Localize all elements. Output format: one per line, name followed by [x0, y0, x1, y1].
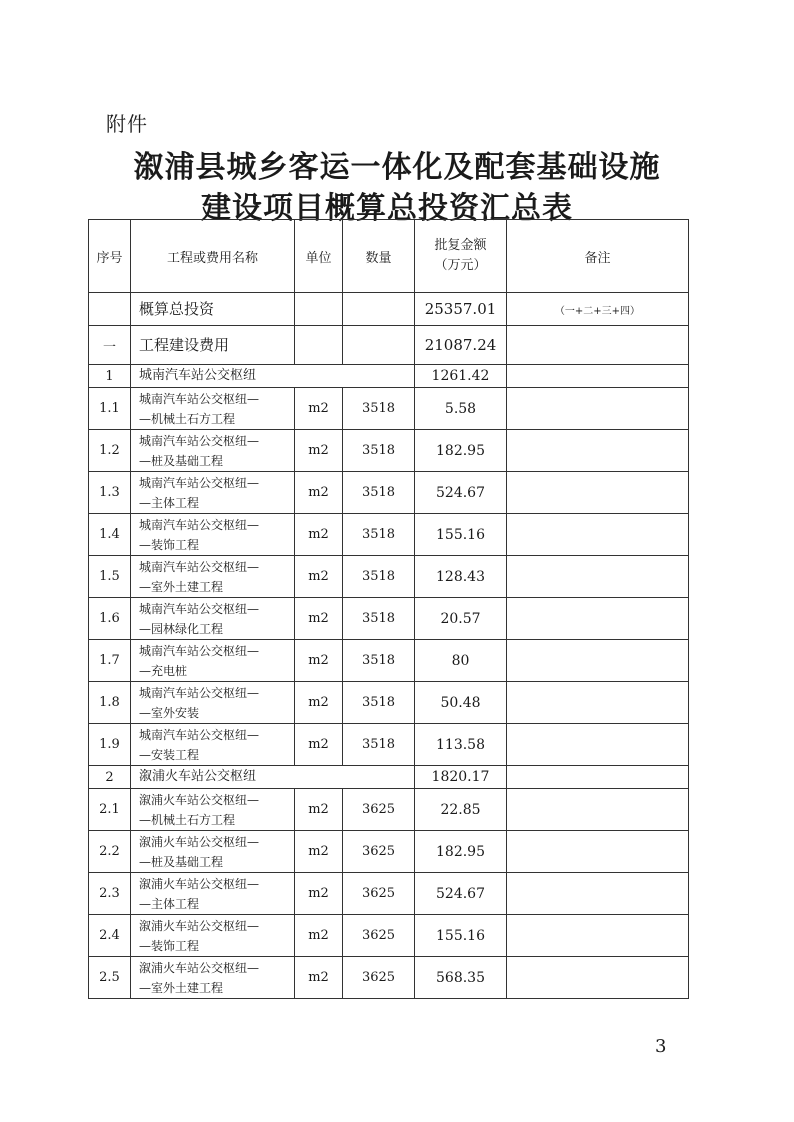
header-seq: 序号 — [89, 220, 131, 293]
table-row — [89, 640, 689, 682]
group-note — [507, 766, 689, 789]
item-qty: 3625 — [343, 873, 415, 915]
section-seq: 一 — [89, 326, 131, 365]
item-note — [507, 831, 689, 873]
item-note — [507, 873, 689, 915]
item-note — [507, 514, 689, 556]
item-name — [131, 873, 295, 915]
item-note — [507, 556, 689, 598]
item-amount: 155.16 — [415, 514, 507, 556]
item-unit: m2 — [295, 831, 343, 873]
item-note — [507, 789, 689, 831]
item-name-line1: 城南汽车站公交枢纽— — [139, 643, 260, 658]
item-seq: 2.5 — [89, 957, 131, 999]
item-unit: m2 — [295, 472, 343, 514]
item-qty: 3518 — [343, 514, 415, 556]
item-name — [131, 556, 295, 598]
item-qty: 3518 — [343, 472, 415, 514]
item-name — [131, 789, 295, 831]
total-qty — [343, 293, 415, 326]
item-seq: 1.4 — [89, 514, 131, 556]
group-row — [89, 766, 689, 789]
table-row — [89, 873, 689, 915]
section-amount: 21087.24 — [415, 326, 507, 365]
table-row — [89, 514, 689, 556]
document-title-line2: 建设项目概算总投资汇总表 — [201, 191, 573, 226]
item-qty: 3518 — [343, 388, 415, 430]
section-note — [507, 326, 689, 365]
item-note — [507, 388, 689, 430]
budget-summary-table — [88, 219, 689, 999]
group-seq: 1 — [89, 365, 131, 388]
item-amount: 128.43 — [415, 556, 507, 598]
header-note: 备注 — [507, 220, 689, 293]
item-name-line1: 溆浦火车站公交枢纽— — [139, 792, 260, 807]
table-row — [89, 789, 689, 831]
table-row — [89, 682, 689, 724]
item-amount: 22.85 — [415, 789, 507, 831]
item-qty: 3518 — [343, 724, 415, 766]
section-unit — [295, 326, 343, 365]
item-qty: 3625 — [343, 831, 415, 873]
table-row — [89, 957, 689, 999]
item-name-line2: —机械土石方工程 — [139, 411, 236, 426]
item-unit: m2 — [295, 640, 343, 682]
total-row — [89, 293, 689, 326]
item-name-line1: 溆浦火车站公交枢纽— — [139, 918, 260, 933]
item-name — [131, 957, 295, 999]
attachment-label: 附件 — [106, 112, 148, 136]
table-row — [89, 915, 689, 957]
group-name: 溆浦火车站公交枢纽 — [131, 766, 415, 789]
item-unit: m2 — [295, 598, 343, 640]
item-name-line1: 溆浦火车站公交枢纽— — [139, 834, 260, 849]
item-seq: 1.1 — [89, 388, 131, 430]
item-name — [131, 598, 295, 640]
item-seq: 2.2 — [89, 831, 131, 873]
item-unit: m2 — [295, 682, 343, 724]
page-number: 3 — [655, 1036, 667, 1057]
section-row — [89, 326, 689, 365]
item-amount: 50.48 — [415, 682, 507, 724]
item-name-line1: 溆浦火车站公交枢纽— — [139, 960, 260, 975]
group-amount: 1261.42 — [415, 365, 507, 388]
total-seq — [89, 293, 131, 326]
item-name-line2: —装饰工程 — [139, 537, 200, 552]
table-row — [89, 472, 689, 514]
item-name-line1: 城南汽车站公交枢纽— — [139, 391, 260, 406]
item-name-line1: 城南汽车站公交枢纽— — [139, 601, 260, 616]
item-unit: m2 — [295, 514, 343, 556]
item-seq: 1.5 — [89, 556, 131, 598]
item-amount: 80 — [415, 640, 507, 682]
item-qty: 3518 — [343, 682, 415, 724]
item-unit: m2 — [295, 957, 343, 999]
item-note — [507, 598, 689, 640]
item-name — [131, 388, 295, 430]
item-amount: 113.58 — [415, 724, 507, 766]
header-qty: 数量 — [343, 220, 415, 293]
item-note — [507, 472, 689, 514]
item-seq: 1.3 — [89, 472, 131, 514]
item-name-line2: —桩及基础工程 — [139, 453, 224, 468]
item-seq: 1.6 — [89, 598, 131, 640]
item-name — [131, 640, 295, 682]
item-note — [507, 915, 689, 957]
item-name-line2: —装饰工程 — [139, 938, 200, 953]
item-name-line2: —主体工程 — [139, 495, 200, 510]
item-note — [507, 957, 689, 999]
item-name — [131, 472, 295, 514]
total-unit — [295, 293, 343, 326]
item-amount: 568.35 — [415, 957, 507, 999]
item-unit: m2 — [295, 873, 343, 915]
item-seq: 2.3 — [89, 873, 131, 915]
table-header-row — [89, 220, 689, 293]
item-unit: m2 — [295, 789, 343, 831]
item-name-line1: 城南汽车站公交枢纽— — [139, 559, 260, 574]
item-name — [131, 682, 295, 724]
header-name: 工程或费用名称 — [131, 220, 295, 293]
table-row — [89, 831, 689, 873]
item-name-line2: —室外土建工程 — [139, 980, 224, 995]
item-name-line2: —室外安装 — [139, 705, 200, 720]
item-name — [131, 724, 295, 766]
item-name-line1: 城南汽车站公交枢纽— — [139, 475, 260, 490]
item-name-line1: 城南汽车站公交枢纽— — [139, 517, 260, 532]
item-unit: m2 — [295, 556, 343, 598]
item-seq: 2.1 — [89, 789, 131, 831]
item-name-line1: 溆浦火车站公交枢纽— — [139, 876, 260, 891]
item-seq: 1.8 — [89, 682, 131, 724]
item-amount: 182.95 — [415, 430, 507, 472]
header-amount-text: 批复金额 （万元） — [434, 238, 487, 273]
item-name-line2: —机械土石方工程 — [139, 812, 236, 827]
group-note — [507, 365, 689, 388]
item-note — [507, 724, 689, 766]
item-qty: 3625 — [343, 915, 415, 957]
item-name-line2: —充电桩 — [139, 663, 188, 678]
item-qty: 3518 — [343, 430, 415, 472]
item-unit: m2 — [295, 724, 343, 766]
item-name-line1: 城南汽车站公交枢纽— — [139, 685, 260, 700]
item-note — [507, 640, 689, 682]
header-amount — [415, 220, 507, 293]
group-amount: 1820.17 — [415, 766, 507, 789]
item-amount: 524.67 — [415, 472, 507, 514]
item-seq: 1.2 — [89, 430, 131, 472]
item-note — [507, 682, 689, 724]
item-name-line2: —主体工程 — [139, 896, 200, 911]
item-unit: m2 — [295, 430, 343, 472]
section-qty — [343, 326, 415, 365]
table-row — [89, 556, 689, 598]
table-row — [89, 388, 689, 430]
item-qty: 3518 — [343, 556, 415, 598]
item-qty: 3518 — [343, 640, 415, 682]
item-name — [131, 831, 295, 873]
section-name: 工程建设费用 — [131, 326, 295, 365]
item-seq: 2.4 — [89, 915, 131, 957]
document-title-line1: 溆浦县城乡客运一体化及配套基础设施 — [133, 150, 661, 185]
item-note — [507, 430, 689, 472]
item-name-line2: —桩及基础工程 — [139, 854, 224, 869]
item-name-line1: 城南汽车站公交枢纽— — [139, 433, 260, 448]
item-seq: 1.7 — [89, 640, 131, 682]
item-seq: 1.9 — [89, 724, 131, 766]
item-unit: m2 — [295, 915, 343, 957]
group-name: 城南汽车站公交枢纽 — [131, 365, 415, 388]
item-name-line2: —园林绿化工程 — [139, 621, 224, 636]
item-amount: 155.16 — [415, 915, 507, 957]
item-name-line1: 城南汽车站公交枢纽— — [139, 727, 260, 742]
item-qty: 3625 — [343, 789, 415, 831]
item-amount: 524.67 — [415, 873, 507, 915]
item-amount: 5.58 — [415, 388, 507, 430]
table-row — [89, 430, 689, 472]
item-amount: 20.57 — [415, 598, 507, 640]
item-name-line2: —安装工程 — [139, 747, 200, 762]
item-name — [131, 430, 295, 472]
header-unit: 单位 — [295, 220, 343, 293]
item-qty: 3625 — [343, 957, 415, 999]
total-name: 概算总投资 — [131, 293, 295, 326]
group-row — [89, 365, 689, 388]
group-seq: 2 — [89, 766, 131, 789]
table-row — [89, 598, 689, 640]
total-amount: 25357.01 — [415, 293, 507, 326]
table-row — [89, 724, 689, 766]
item-unit: m2 — [295, 388, 343, 430]
item-name-line2: —室外土建工程 — [139, 579, 224, 594]
total-note: （一+二+三+四） — [507, 293, 689, 326]
item-name — [131, 514, 295, 556]
item-amount: 182.95 — [415, 831, 507, 873]
item-name — [131, 915, 295, 957]
item-qty: 3518 — [343, 598, 415, 640]
